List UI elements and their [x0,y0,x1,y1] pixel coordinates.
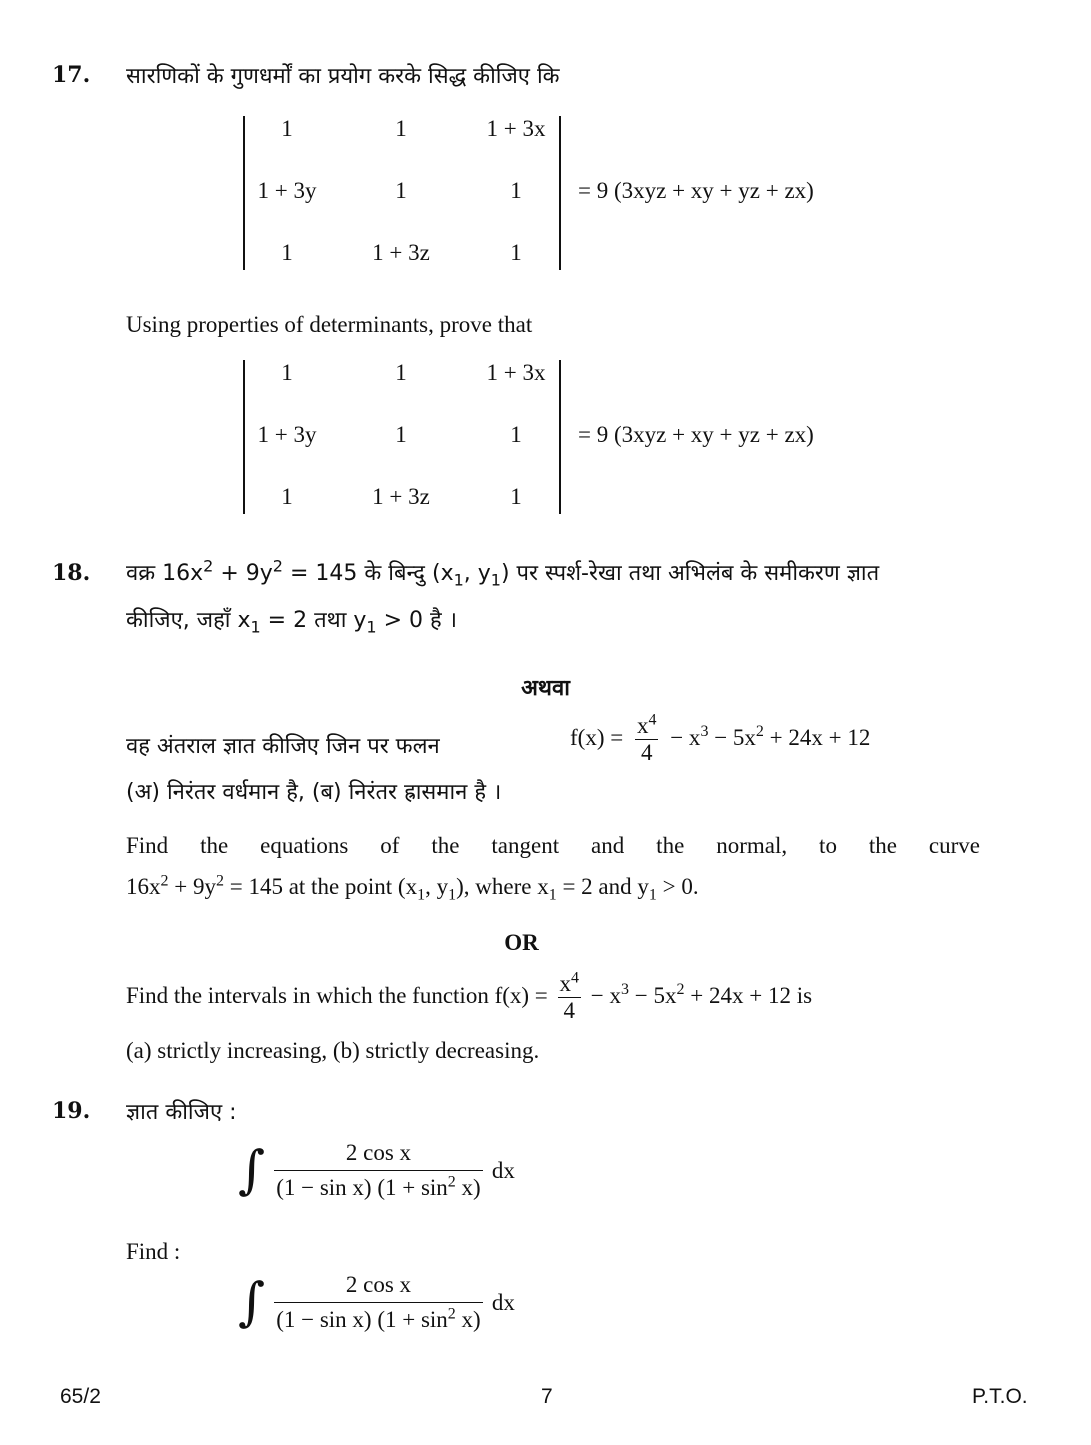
superscript: 3 [621,981,630,999]
fraction-denominator: 4 [558,997,582,1024]
text-span: x [636,713,649,738]
subscript: 1 [648,886,657,904]
superscript: 2 [676,981,685,999]
superscript: 4 [648,711,657,729]
text-span: + 9y [168,874,216,899]
matrix-cell: 1 [510,422,522,447]
superscript: 2 [755,723,764,741]
question-19-english-text: Find : [126,1239,181,1264]
text-span: = 145 के बिन्दु (x [282,561,454,586]
matrix-cell: 1 + 3x [486,116,546,141]
question-18-number: 18. [52,560,91,586]
subscript: 1 [490,570,501,590]
text-span: > 0. [656,874,699,899]
subscript: 1 [366,617,377,637]
text-span: ) पर स्पर्श-रेखा तथा अभिलंब के समीकरण ज्ञात [500,561,880,586]
superscript: 3 [700,723,709,741]
superscript: 2 [215,872,224,890]
superscript: 2 [272,556,283,576]
question-17-number: 17. [52,62,91,88]
text-span: (1 − sin x) (1 + sin [276,1175,448,1200]
text-span: + 9y [213,561,273,586]
fraction [558,971,582,1024]
question-19-number: 19. [52,1098,91,1124]
matrix-cell: 1 [281,240,293,265]
text-span: + 24x + 12 [763,724,871,750]
paper-code: 65/2 [60,1385,101,1408]
text-span: f(x) = [570,724,624,750]
matrix-cell: 1 + 3z [372,240,430,265]
fraction-numerator: 2 cos x [345,1140,412,1165]
text-span: 16x [126,874,161,899]
fraction [274,1272,483,1333]
text-span: − 5x [629,982,677,1008]
matrix-cell: 1 + 3y [257,422,317,447]
matrix-cell: 1 + 3x [486,360,546,385]
text-span: , y [463,561,491,586]
superscript: 2 [447,1173,456,1191]
determinant-rhs: = 9 (3xyz + xy + yz + zx) [578,178,814,203]
question-18-hindi-line1 [126,556,980,590]
text-span: − 5x [708,724,756,750]
subscript: 1 [548,886,557,904]
fraction-denominator [274,1302,483,1333]
text-span: Find the intervals in which the function f(x) = [126,982,548,1008]
integral-sign: ∫ [238,1272,266,1333]
question-17-english-text: Using properties of determinants, prove that [126,312,533,337]
text-span: + 24x + 12 is [684,982,813,1008]
matrix-cell: 1 [395,422,407,447]
text-span: x [559,971,572,996]
english-line1: Find the equations of the tangent and the normal, to the curve [126,833,980,858]
text-span: , y [425,874,449,899]
text-span: x) [455,1307,481,1332]
subscript: 1 [453,570,464,590]
text-span: = 145 at the point (x [223,874,418,899]
integral-english [238,1272,515,1333]
matrix-cell: 1 [395,360,407,385]
matrix-cell: 1 [281,484,293,509]
text-span: − x [670,724,701,750]
matrix-cell: 1 + 3y [257,178,317,203]
matrix-cell: 1 + 3z [372,484,430,509]
superscript: 2 [160,872,169,890]
superscript: 4 [571,969,580,987]
matrix-cell: 1 [281,360,293,385]
superscript: 2 [447,1305,456,1323]
differential: dx [491,1289,515,1315]
text-span: (1 − sin x) (1 + sin [276,1307,448,1332]
alt-hindi-line2: (अ) निरंतर वर्धमान है, (ब) निरंतर ह्रासमान है । [126,780,502,805]
matrix-cell: 1 [395,116,407,141]
determinant-rhs: = 9 (3xyz + xy + yz + zx) [578,422,814,447]
superscript: 2 [203,556,214,576]
differential: dx [491,1157,515,1183]
text-span: − x [590,982,622,1008]
page-number: 7 [541,1385,553,1408]
fraction [274,1140,483,1201]
question-18-hindi-line2 [126,604,458,637]
question-19-hindi-text: ज्ञात कीजिए : [126,1100,237,1125]
or-english-heading: OR [504,930,539,955]
alt-english-line2: (a) strictly increasing, (b) strictly decreasing. [126,1038,540,1063]
matrix-cell: 1 [395,178,407,203]
fraction [635,713,659,766]
integral-sign: ∫ [238,1140,266,1201]
alt-hindi-function [570,713,870,766]
subscript: 1 [417,886,426,904]
text-span: = 2 तथा y [260,608,367,633]
text-span: > 0 है । [376,608,458,633]
text-span: x) [455,1175,481,1200]
matrix-cell: 1 [510,178,522,203]
text-span: कीजिए, जहाँ x [126,608,251,633]
fraction-denominator: 4 [635,739,659,766]
fraction-denominator [274,1170,483,1201]
matrix-cell: 1 [281,116,293,141]
question-17-hindi-text: सारणिकों के गुणधर्मों का प्रयोग करके सिद्ध कीजिए कि [126,64,560,89]
subscript: 1 [448,886,457,904]
subscript: 1 [250,617,261,637]
english-line2 [126,872,699,904]
text-span: ), where x [456,874,549,899]
integral-hindi [238,1140,515,1201]
alt-english-line1 [126,971,812,1024]
matrix-cell: 1 [510,240,522,265]
pto-label: P.T.O. [972,1385,1028,1408]
alt-hindi-line1: वह अंतराल ज्ञात कीजिए जिन पर फलन [126,734,440,759]
or-hindi-heading: अथवा [521,676,570,701]
text-span: = 2 and y [556,874,649,899]
text-span: वक्र 16x [126,561,204,586]
matrix-cell: 1 [510,484,522,509]
fraction-numerator: 2 cos x [345,1272,412,1297]
